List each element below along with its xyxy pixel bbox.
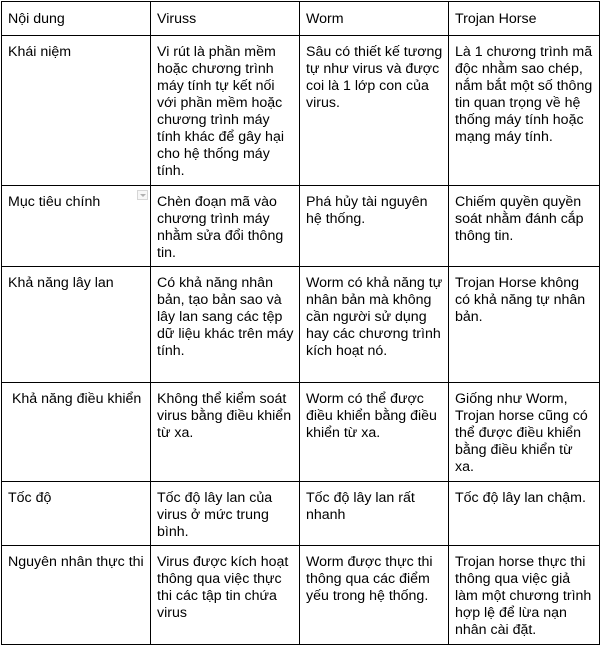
table-cell[interactable]: Chiếm quyền quyền soát nhằm đánh cắp thông tin. xyxy=(449,186,600,267)
row-label-cell[interactable] xyxy=(2,186,151,267)
header-cell[interactable]: Nội dung xyxy=(2,2,151,36)
table-cell[interactable]: Giống như Worm, Trojan horse cũng có thể được điều khiển bằng điều khiển từ xa. xyxy=(449,383,600,482)
dropdown-arrow-icon[interactable] xyxy=(137,190,148,200)
table-row xyxy=(2,36,600,186)
table-cell[interactable]: Trojan horse thực thi thông qua việc giả làm một chương trình hợp lệ để lừa nạn nhân cài đặt. xyxy=(449,546,600,645)
table-row xyxy=(2,482,600,546)
table-cell[interactable]: Sâu có thiết kế tương tự như virus và được coi là 1 lớp con của virus. xyxy=(300,36,449,186)
row-label-text: Mục tiêu chính xyxy=(8,194,101,210)
table-cell[interactable]: Trojan Horse không có khả năng tự nhân bản. xyxy=(449,267,600,383)
table-cell[interactable]: Tốc độ lây lan chậm. xyxy=(449,482,600,546)
header-cell[interactable]: Worm xyxy=(300,2,449,36)
header-cell[interactable]: Trojan Horse xyxy=(449,2,600,36)
table-cell[interactable]: Không thể kiểm soát virus bằng điều khiển từ xa. xyxy=(151,383,300,482)
row-label-cell[interactable]: Khái niệm xyxy=(2,36,151,186)
table-cell[interactable]: Tốc độ lây lan rất nhanh xyxy=(300,482,449,546)
table-row xyxy=(2,267,600,383)
row-label-cell[interactable]: Khả năng lây lan xyxy=(2,267,151,383)
row-label-cell[interactable]: Nguyên nhân thực thi xyxy=(2,546,151,645)
table-cell[interactable]: Phá hủy tài nguyên hệ thống. xyxy=(300,186,449,267)
header-row xyxy=(2,2,600,36)
comparison-table xyxy=(1,1,600,645)
table-cell[interactable]: Worm được thực thi thông qua các điểm yếu trong hệ thống. xyxy=(300,546,449,645)
table-cell[interactable]: Có khả năng nhân bản, tạo bản sao và lây lan sang các tệp dữ liệu khác trên máy tính. xyxy=(151,267,300,383)
table-cell[interactable]: Virus được kích hoạt thông qua việc thực thi các tập tin chứa virus xyxy=(151,546,300,645)
table-cell[interactable]: Vi rút là phần mềm hoặc chương trình máy tính tự kết nối với phần mềm hoặc chương trình máy tính khác để gây hại cho hệ thống máy tính. xyxy=(151,36,300,186)
header-cell[interactable]: Viruss xyxy=(151,2,300,36)
table-row xyxy=(2,383,600,482)
table-row xyxy=(2,546,600,645)
table-cell[interactable]: Tốc độ lây lan của virus ở mức trung bình. xyxy=(151,482,300,546)
table-cell[interactable]: Worm có thể được điều khiển bằng điều khiển từ xa. xyxy=(300,383,449,482)
table-cell[interactable]: Chèn đoạn mã vào chương trình máy nhằm sửa đổi thông tin. xyxy=(151,186,300,267)
table-cell[interactable]: Worm có khả năng tự nhân bản mà không cần người sử dụng hay các chương trình kích hoạt nó. xyxy=(300,267,449,383)
row-label-cell[interactable]: Khả năng điều khiển xyxy=(2,383,151,482)
row-label-cell[interactable]: Tốc độ xyxy=(2,482,151,546)
table-cell[interactable]: Là 1 chương trình mã độc nhằm sao chép, nắm bắt một số thông tin quan trọng về hệ thống máy tính hoặc mạng máy tính. xyxy=(449,36,600,186)
table-row xyxy=(2,186,600,267)
